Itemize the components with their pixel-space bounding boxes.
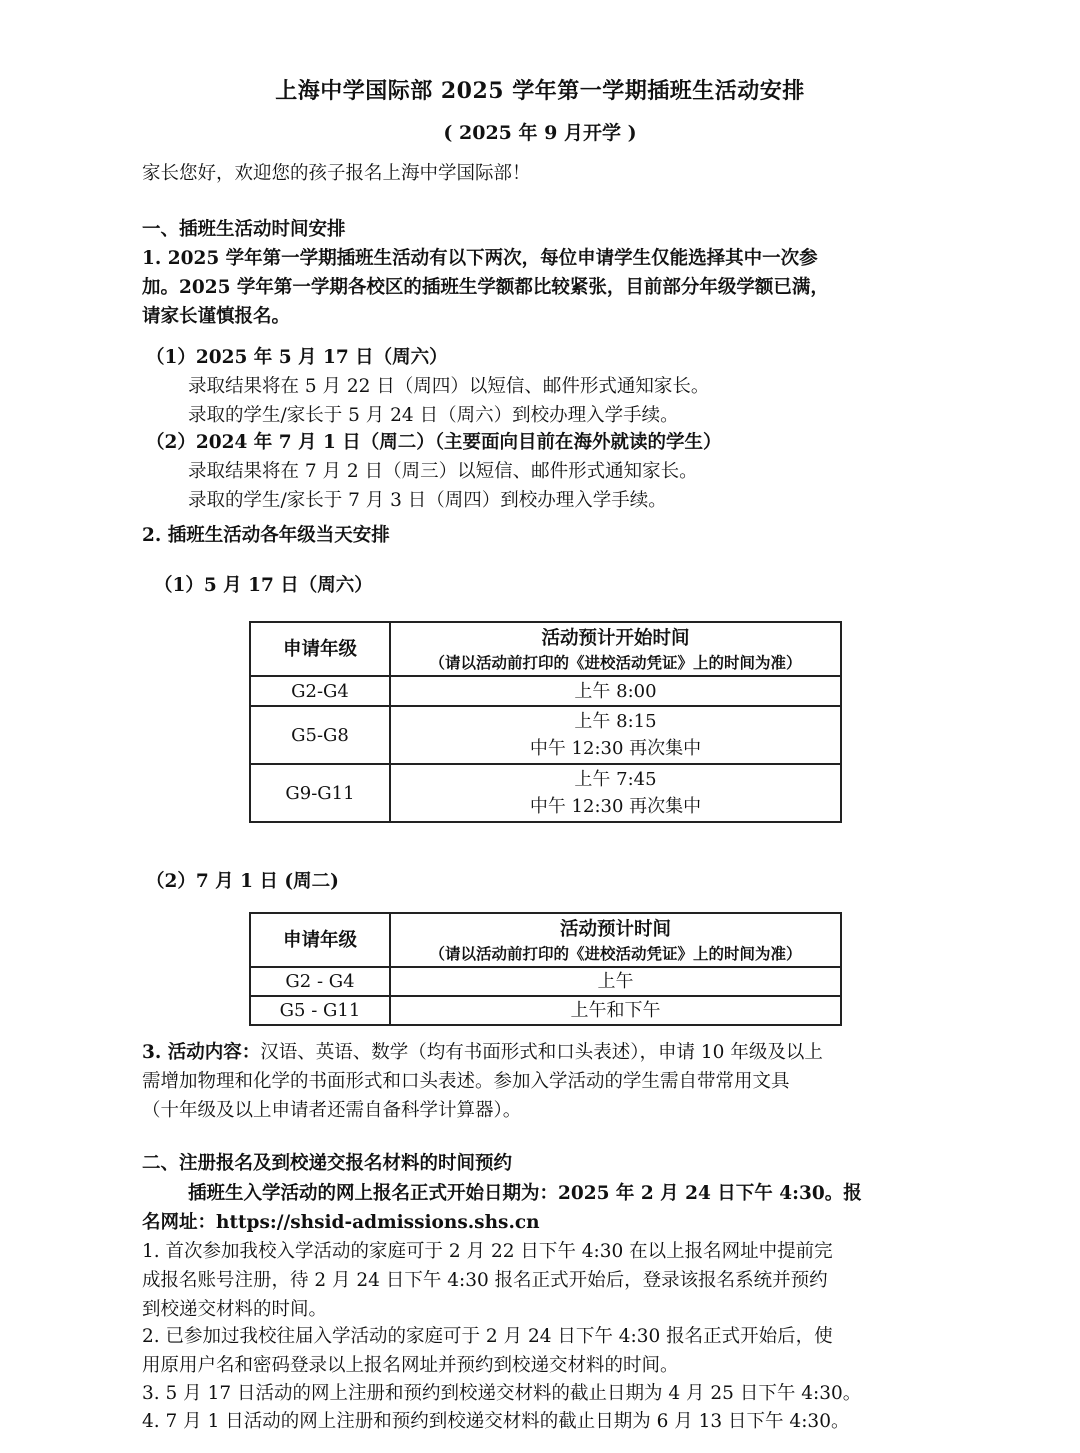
- paragraph-line: 成报名账号注册，待 2 月 24 日下午 4:30 报名正式开始后，登录该报名系统并预约: [142, 1270, 828, 1291]
- paragraph-line: （十年级及以上申请者还需自备科学计算器）。: [142, 1100, 522, 1121]
- header-cell-grade: [250, 622, 390, 676]
- session2-enroll-line: 录取的学生/家长于 7 月 3 日（周四）到校办理入学手续。: [188, 490, 667, 511]
- grade-cell: G9-G11: [250, 764, 390, 822]
- schedule-table-may17: [249, 621, 842, 823]
- session2-result-line: 录取结果将在 7 月 2 日（周三）以短信、邮件形式通知家长。: [188, 461, 698, 482]
- time-cell: 上午: [390, 967, 841, 996]
- grade-cell: G2-G4: [250, 676, 390, 706]
- time-cell: [390, 676, 841, 706]
- registration-url-line: 名网址：https://shsid-admissions.shs.cn: [142, 1212, 540, 1233]
- section2-item2: [142, 1322, 932, 1380]
- paragraph-line: 插班生入学活动的网上报名正式开始日期为：2025 年 2 月 24 日下午 4:30。报: [188, 1183, 862, 1204]
- paragraph-line: 1. 2025 学年第一学期插班生活动有以下两次，每位申请学生仅能选择其中一次参: [142, 248, 818, 269]
- section2-intro: [142, 1179, 932, 1237]
- session1-enroll-line: 录取的学生/家长于 5 月 24 日（周六）到校办理入学手续。: [188, 405, 679, 426]
- activity-content-label: 3. 活动内容：: [142, 1042, 261, 1063]
- section2-item1: [142, 1237, 932, 1324]
- time-line: 中午 12:30 再次集中: [529, 738, 702, 759]
- section1-heading: 一、插班生活动时间安排: [142, 219, 346, 240]
- document-title: 上海中学国际部 2025 学年第一学期插班生活动安排: [275, 78, 805, 104]
- time-cell: 上午和下午: [390, 996, 841, 1025]
- time-cell: [390, 706, 841, 764]
- grade-cell: G2 - G4: [250, 967, 390, 996]
- table-header-row: [250, 913, 841, 967]
- table-row: [250, 996, 841, 1025]
- header-label: 活动预计时间: [559, 918, 671, 940]
- time-line: 中午 12:30 再次集中: [529, 796, 702, 817]
- schedule-table-jul1: [249, 912, 842, 1026]
- paragraph-line: [142, 1038, 932, 1067]
- section1-paragraph1: [142, 244, 932, 331]
- table-row: [250, 764, 841, 822]
- activity-content-text: 汉语、英语、数学（均有书面形式和口头表述），申请 10 年级及以上: [260, 1042, 823, 1063]
- grade-cell: G5-G8: [250, 706, 390, 764]
- time-line: 上午 7:45: [574, 769, 657, 790]
- paragraph-line: 需增加物理和化学的书面形式和口头表述。参加入学活动的学生需自带常用文具: [142, 1071, 790, 1092]
- section2-item3: 3. 5 月 17 日活动的网上注册和预约到校递交材料的截止日期为 4 月 25 日下午 4:30。: [142, 1383, 862, 1404]
- table-row: [250, 676, 841, 706]
- table-row: [250, 967, 841, 996]
- table-header-row: [250, 622, 841, 676]
- paragraph-line: 到校递交材料的时间。: [142, 1299, 328, 1320]
- paragraph-line: 用原用户名和密码登录以上报名网址并预约到校递交材料的时间。: [142, 1355, 679, 1376]
- session1-result-line: 录取结果将在 5 月 22 日（周四）以短信、邮件形式通知家长。: [188, 376, 710, 397]
- grade-cell: G5 - G11: [250, 996, 390, 1025]
- document-subtitle: ( 2025 年 9 月开学 ): [443, 122, 637, 144]
- header-label: 活动预计开始时间: [541, 627, 690, 649]
- section1-paragraph2-heading: 2. 插班生活动各年级当天安排: [142, 525, 390, 546]
- header-label: 申请年级: [282, 638, 357, 660]
- section1-paragraph3: [142, 1038, 932, 1125]
- greeting: 家长您好，欢迎您的孩子报名上海中学国际部！: [142, 163, 531, 184]
- table-row: [250, 706, 841, 764]
- header-note: （请以活动前打印的《进校活动凭证》上的时间为准）: [429, 652, 802, 672]
- paragraph-line: 2. 已参加过我校往届入学活动的家庭可于 2 月 24 日下午 4:30 报名正式开始后，使: [142, 1326, 833, 1347]
- header-note: （请以活动前打印的《进校活动凭证》上的时间为准）: [429, 943, 802, 963]
- paragraph-line: 加。2025 学年第一学期各校区的插班生学额都比较紧张，目前部分年级学额已满，: [142, 277, 829, 298]
- header-cell-time: [390, 622, 841, 676]
- paragraph-line: 1. 首次参加我校入学活动的家庭可于 2 月 22 日下午 4:30 在以上报名网址中提前完: [142, 1241, 833, 1262]
- session1-heading: （1）2025 年 5 月 17 日（周六）: [146, 347, 448, 368]
- section2-item4: 4. 7 月 1 日活动的网上注册和预约到校递交材料的截止日期为 6 月 13 日下午 4:30。: [142, 1411, 850, 1432]
- time-line: 上午 8:00: [574, 680, 657, 702]
- day1-heading: （1）5 月 17 日（周六）: [154, 575, 373, 596]
- day2-heading: （2）7 月 1 日 (周二): [146, 871, 339, 892]
- header-label: 申请年级: [282, 929, 357, 951]
- header-cell-grade: [250, 913, 390, 967]
- time-cell: [390, 764, 841, 822]
- header-cell-time: [390, 913, 841, 967]
- section2-heading: 二、注册报名及到校递交报名材料的时间预约: [142, 1153, 513, 1174]
- time-line: 上午 8:15: [574, 711, 657, 732]
- session2-heading: （2）2024 年 7 月 1 日（周二）（主要面向目前在海外就读的学生）: [146, 432, 722, 453]
- paragraph-line: 请家长谨慎报名。: [142, 306, 291, 327]
